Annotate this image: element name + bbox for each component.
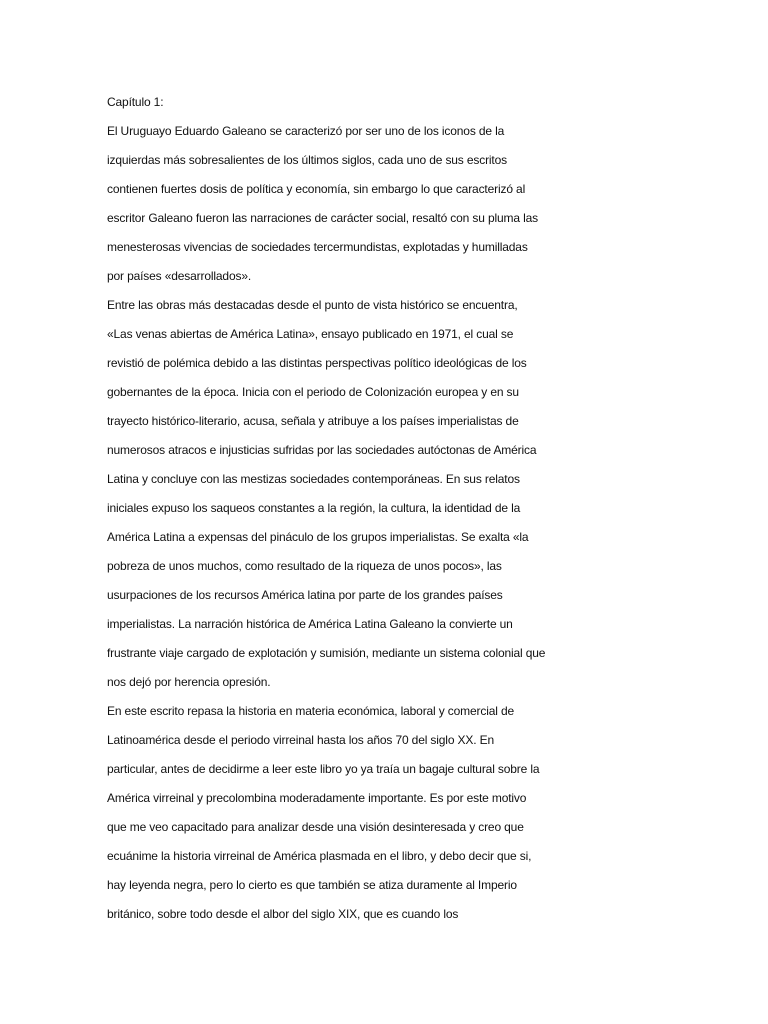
text-line: imperialistas. La narración histórica de América Latina Galeano la convierte un xyxy=(107,617,513,631)
document-body xyxy=(107,88,607,929)
text-line: ecuánime la historia virreinal de América plasmada en el libro, y debo decir que si, xyxy=(107,849,532,863)
text-line: iniciales expuso los saqueos constantes a la región, la cultura, la identidad de la xyxy=(107,501,521,515)
text-line: británico, sobre todo desde el albor del siglo XIX, que es cuando los xyxy=(107,907,459,921)
text-line: «Las venas abiertas de América Latina», ensayo publicado en 1971, el cual se xyxy=(107,327,514,341)
text-line: América virreinal y precolombina moderadamente importante. Es por este motivo xyxy=(107,791,527,805)
text-line: Entre las obras más destacadas desde el punto de vista histórico se encuentra, xyxy=(107,298,518,312)
text-line: contienen fuertes dosis de política y economía, sin embargo lo que caracterizó al xyxy=(107,182,526,196)
text-line: Latinoamérica desde el periodo virreinal hasta los años 70 del siglo XX. En xyxy=(107,733,494,747)
text-line: trayecto histórico-literario, acusa, señala y atribuye a los países imperialistas de xyxy=(107,414,519,428)
text-line: Latina y concluye con las mestizas sociedades contemporáneas. En sus relatos xyxy=(107,472,520,486)
text-line: escritor Galeano fueron las narraciones de carácter social, resaltó con su pluma las xyxy=(107,211,538,225)
text-line: hay leyenda negra, pero lo cierto es que también se atiza duramente al Imperio xyxy=(107,878,517,892)
text-line: izquierdas más sobresalientes de los últimos siglos, cada uno de sus escritos xyxy=(107,153,507,167)
text-line: En este escrito repasa la historia en materia económica, laboral y comercial de xyxy=(107,704,515,718)
text-line: menesterosas vivencias de sociedades tercermundistas, explotadas y humilladas xyxy=(107,240,528,254)
text-line: usurpaciones de los recursos América latina por parte de los grandes países xyxy=(107,588,503,602)
text-line: frustrante viaje cargado de explotación y sumisión, mediante un sistema colonial que xyxy=(107,646,546,660)
text-line: El Uruguayo Eduardo Galeano se caracterizó por ser uno de los iconos de la xyxy=(107,124,505,138)
text-line: nos dejó por herencia opresión. xyxy=(107,675,271,689)
text-line: que me veo capacitado para analizar desde una visión desinteresada y creo que xyxy=(107,820,524,834)
text-line: numerosos atracos e injusticias sufridas por las sociedades autóctonas de América xyxy=(107,443,537,457)
text-line: particular, antes de decidirme a leer este libro yo ya traía un bagaje cultural sobre la xyxy=(107,762,540,776)
text-line: gobernantes de la época. Inicia con el periodo de Colonización europea y en su xyxy=(107,385,519,399)
text-line: América Latina a expensas del pináculo de los grupos imperialistas. Se exalta «la xyxy=(107,530,529,544)
text-line: revistió de polémica debido a las distintas perspectivas político ideológicas de los xyxy=(107,356,527,370)
chapter-heading: Capítulo 1: xyxy=(107,95,164,109)
text-line: pobreza de unos muchos, como resultado de la riqueza de unos pocos», las xyxy=(107,559,502,573)
text-line: por países «desarrollados». xyxy=(107,269,252,283)
